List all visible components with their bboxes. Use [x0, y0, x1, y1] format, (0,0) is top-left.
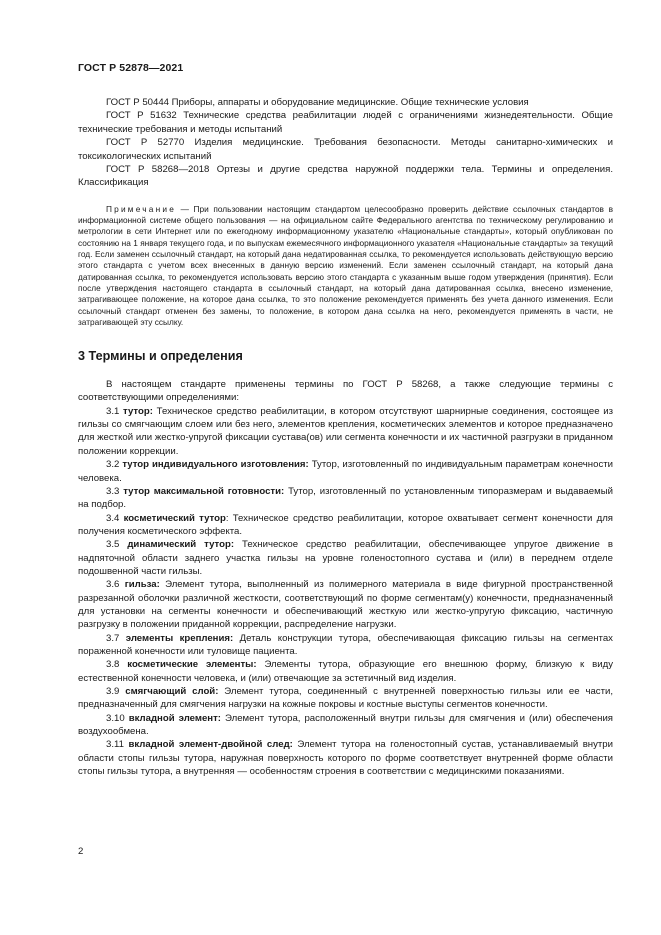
term-definition: : Техническое средство реабилитации, которое охватывает сегмент конечности для получения косметического эффекта.	[78, 512, 613, 537]
term-name: тутор индивидуального изготовления:	[122, 459, 309, 471]
section-heading: 3 Термины и определения	[78, 349, 243, 364]
term-definition: Техническое средство реабилитации, обеспечивающее упругое движение в надпяточной области заднего участка гильзы на уровне голеностопного сустава и (или) в переднем отделе подошвенной части гильзы.	[78, 539, 613, 577]
term-entry	[78, 712, 613, 739]
normative-references-list	[78, 96, 613, 190]
term-name: смягчающий слой:	[125, 686, 219, 698]
term-definition: Элемент тутора, соединенный с внутренней поверхностью гильзы или ее части, предназначенный для смягчения нагрузки на кожные покровы и костные выступы сегментов конечности.	[78, 686, 614, 711]
term-number: 3.6	[106, 579, 120, 591]
reference-item: ГОСТ Р 52770 Изделия медицинские. Требования безопасности. Методы санитарно-химических и токсикологических испытаний	[78, 137, 613, 162]
document-code-header: ГОСТ Р 52878—2021	[78, 62, 184, 74]
note-label: Примечание	[106, 203, 177, 214]
document-page	[78, 62, 613, 778]
term-definition: Деталь конструкции тутора, обеспечивающая фиксацию гильзы на сегментах пораженной конечности или туловище пациента.	[78, 632, 613, 657]
reference-item: ГОСТ Р 58268—2018 Ортезы и другие средства наружной поддержки тела. Термины и определения. Классификация	[78, 164, 613, 189]
term-name: вкладной элемент-двойной след:	[128, 739, 293, 751]
term-entry	[78, 538, 613, 578]
term-name: косметический тутор	[123, 512, 226, 524]
term-number: 3.11	[106, 739, 124, 751]
term-name: элементы крепления:	[125, 632, 234, 644]
term-entry	[78, 405, 613, 458]
term-name: тутор максимальной готовности:	[123, 485, 285, 497]
term-entry	[78, 458, 613, 485]
term-number: 3.5	[106, 539, 120, 551]
term-number: 3.3	[106, 485, 120, 497]
term-definition: Тутор, изготовленный по индивидуальным параметрам конечности человека.	[78, 459, 613, 484]
note-text: — При пользовании настоящим стандартом целесообразно проверить действие ссылочных стандартов в информационной системе общего пользования — на официальном сайте Федерального агентства по техническому регулированию и метрологии в сети Интернет или по ежегодному информационному указателю «Национальные стандарты», который опубликован по состоянию на 1 января текущего года, и по выпускам ежемесячного информационного указателя «Национальные стандарты» за текущий год. Если заменен ссылочный стандарт, на который дана недатированная ссылка, то рекомендуется использовать действующую версию этого стандарта с учетом всех внесенных в данную версию изменений. Если заменен ссылочный стандарт, на который дана датированная ссылка, то рекомендуется использовать версию этого стандарта с указанным выше годом утверждения (принятия). Если после утверждения настоящего стандарта в ссылочный стандарт, на который дана датированная ссылка, внесено изменение, затрагивающее положение, на которое дана ссылка, то это положение рекомендуется применять без учета данного изменения. Если ссылочный стандарт отменен без замены, то положение, в котором дана ссылка на него, рекомендуется применять в части, не затрагивающей эту ссылку.	[78, 203, 613, 327]
term-number: 3.8	[106, 659, 120, 671]
page-number: 2	[78, 846, 84, 857]
term-number: 3.2	[106, 459, 120, 471]
term-definition: Элемент тутора, расположенный внутри гильзы для смягчения и (или) обеспечения воздухообмена.	[78, 712, 613, 738]
reference-item: ГОСТ Р 50444 Приборы, аппараты и оборудование медицинские. Общие технические условия	[106, 97, 529, 108]
term-entry	[78, 658, 613, 685]
term-name: гильза:	[124, 579, 160, 591]
term-entry	[78, 578, 613, 631]
term-definition: Элемент тутора на голеностопный сустав, устанавливаемый внутри области стопы гильзы тутора, наружная поверхность которого по форме соответствует внутренней форме области стопы гильзы тутора, а внутренняя — особенностям строения в соответствии с медицинскими показаниями.	[78, 739, 613, 778]
term-name: косметические элементы:	[127, 659, 257, 671]
term-entry	[78, 685, 613, 712]
term-number: 3.1	[106, 405, 120, 417]
term-definition: Тутор, изготовленный по установленным типоразмерам и выдаваемый на подбор.	[78, 485, 613, 511]
section-intro: В настоящем стандарте применены термины по ГОСТ Р 58268, а также следующие термины с соответствующими определениями:	[78, 379, 613, 404]
term-entry	[78, 632, 613, 659]
reference-item: ГОСТ Р 51632 Технические средства реабилитации людей с ограничениями жизнедеятельности. Общие технические требования и методы испытаний	[78, 110, 613, 135]
term-number: 3.7	[106, 632, 120, 644]
terms-body	[78, 378, 613, 778]
term-number: 3.9	[106, 686, 120, 698]
note-paragraph	[78, 204, 613, 328]
term-entry	[78, 512, 613, 539]
term-number: 3.10	[106, 712, 125, 724]
term-entry	[78, 485, 613, 512]
term-number: 3.4	[106, 512, 120, 524]
term-definition: Элементы тутора, образующие его внешнюю форму, близкую к виду естественной конечности человека, и (или) отвечающие за эстетичный вид изделия.	[78, 659, 613, 684]
term-definition: Техническое средство реабилитации, в котором отсутствуют шарнирные соединения, состоящее из гильзы со смягчающим слоем или без него, элементов крепления, косметических элементов и которое предназначено для жесткой или жестко-упругой фиксации сустава(ов) или сегмента конечности и их частичной разгрузки в приданном положении коррекции.	[78, 405, 613, 457]
term-entry	[78, 738, 613, 778]
term-name: тутор:	[123, 405, 153, 417]
term-name: вкладной элемент:	[128, 712, 221, 724]
term-name: динамический тутор:	[127, 539, 235, 551]
term-definition: Элемент тутора, выполненный из полимерного материала в виде фигурной пространственной разрезанной оболочки различной жесткости, соответствующий по форме сегментам(у) конечности, предназначенный для установки на сегменты конечности и обеспечивающий жесткую или жестко-упругую фиксацию, частичную разгрузку в положении приданной коррекции, распределение нагрузки.	[78, 579, 614, 631]
